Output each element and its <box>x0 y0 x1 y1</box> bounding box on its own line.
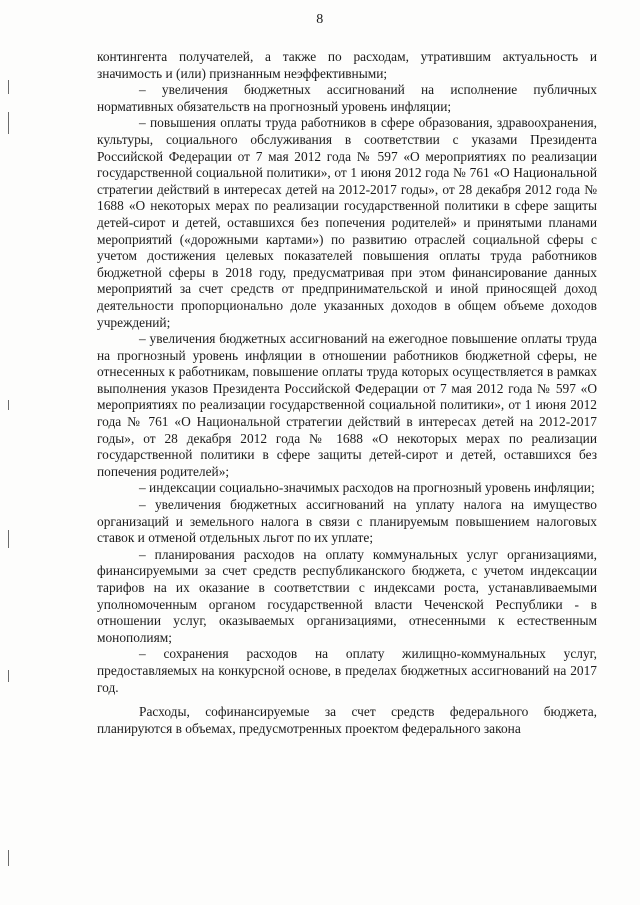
paragraph: контингента получателей, а также по расходам, утратившим актуальность и значимость и (или) признанным неэффективными; <box>97 49 597 81</box>
scan-mark <box>8 112 9 134</box>
scan-mark <box>8 670 9 682</box>
paragraph: – планирования расходов на оплату коммунальных услуг организациями, финансируемыми за счет средств республиканского бюджета, с учетом индексации тарифов на их оказание в соответствии с индексами роста, устанавливаемыми уполномоченным органом государственной власти Чеченской Республики - в отношении услуг, оказываемых организациями, отнесенными к естественным монополиям; <box>97 546 597 645</box>
page-number: 8 <box>316 12 324 27</box>
scan-mark <box>8 80 9 94</box>
paragraph: – сохранения расходов на оплату жилищно-коммунальных услуг, предоставляемых на конкурсной основе, в пределах бюджетных ассигнований на 2017 год. <box>97 646 597 695</box>
paragraph: – увеличения бюджетных ассигнований на уплату налога на имущество организаций и земельного налога в связи с планируемым повышением налоговых ставок и отменой отдельных льгот по их уплате; <box>97 497 597 546</box>
paragraph: – повышения оплаты труда работников в сфере образования, здравоохранения, культуры, социального обслуживания в соответствии с указами Президента Российской Федерации от 7 мая 2012 года № 597 «О мероприятиях по реализации государственной социальной политики», от 1 июня 2012 года № 761 «О Национальной стратегии действий в интересах детей на 2012-2017 годы», от 28 декабря 2012 года № 1688 «О некоторых мерах по реализации государственной политики в сфере защиты детей-сирот и детей, оставшихся без попечения родителей» и принятыми планами мероприятий («дорожными картами») по развитию отраслей социальной сферы с учетом достижения целевых показателей повышения оплаты труда работников бюджетной сферы в 2018 году, предусматривая при этом финансирование данных мероприятий за счет средств от предпринимательской и иной приносящей доход деятельности пропорционально доле указанных доходов в общем объеме доходов учреждений; <box>97 115 597 330</box>
paragraph: Расходы, софинансируемые за счет средств федерального бюджета, планируются в объемах, предусмотренных проектом федерального закона <box>97 704 597 736</box>
document-body <box>97 49 597 737</box>
scan-mark <box>8 530 9 548</box>
scan-mark <box>8 850 9 866</box>
scan-mark <box>8 400 9 410</box>
scan-edge-marks <box>6 60 12 880</box>
paragraph: – увеличения бюджетных ассигнований на исполнение публичных нормативных обязательств на прогнозный уровень инфляции; <box>97 82 597 114</box>
paragraph: – индексации социально-значимых расходов на прогнозный уровень инфляции; <box>139 480 595 496</box>
paragraph: – увеличения бюджетных ассигнований на ежегодное повышение оплаты труда на прогнозный уровень инфляции в отношении работников бюджетной сферы, не отнесенных к работникам, повышение оплаты труда которых осуществляется в рамках выполнения указов Президента Российской Федерации от 7 мая 2012 года № 597 «О мероприятиях по реализации государственной социальной политики», от 1 июня 2012 года № 761 «О Национальной стратегии действий в интересах детей на 2012-2017 годы», от 28 декабря 2012 года № 1688 «О некоторых мерах по реализации государственной политики в сфере защиты детей-сирот и детей, оставшихся без попечения родителей»; <box>97 331 597 479</box>
